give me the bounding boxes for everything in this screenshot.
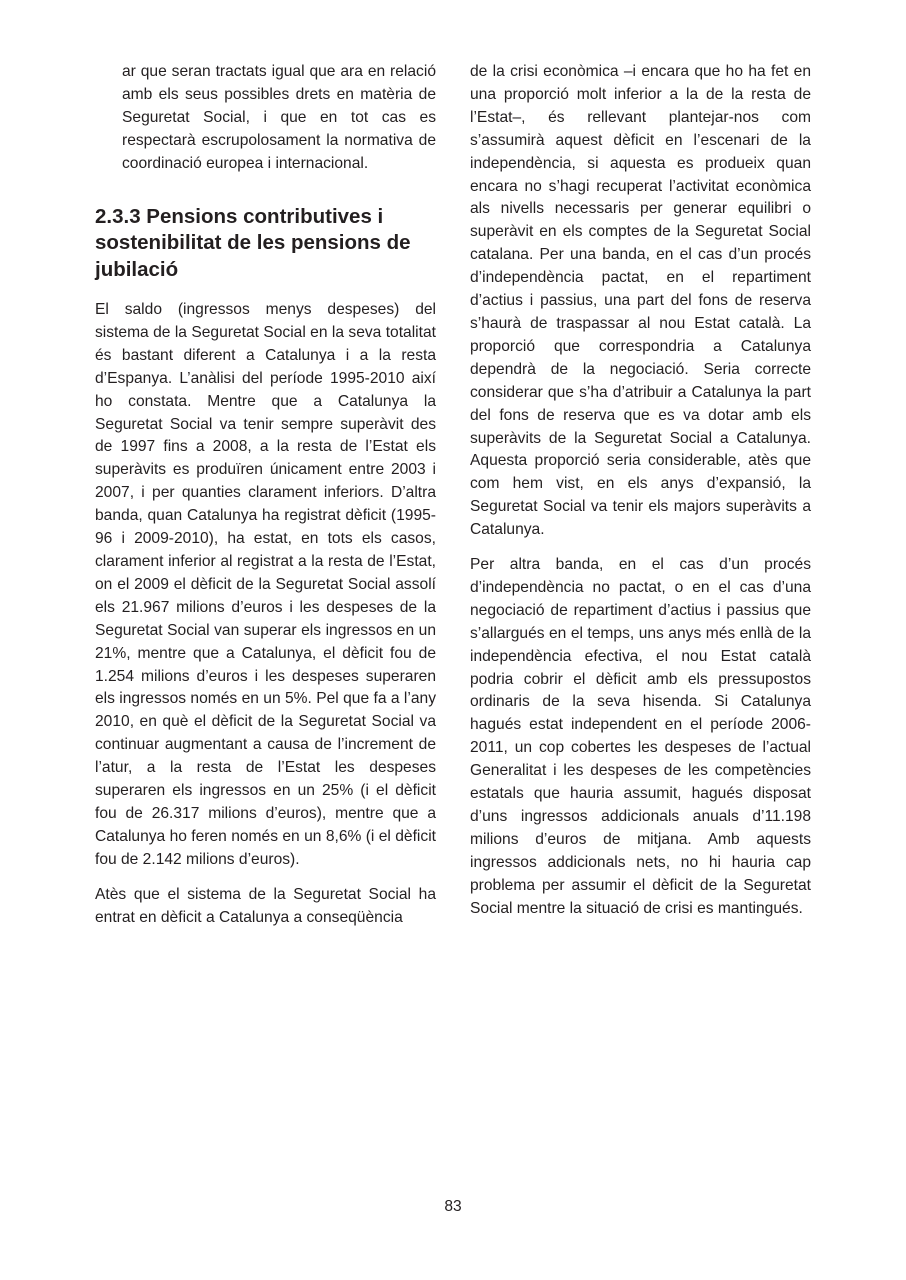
continued-list-item: ar que seran tractats igual que ara en relació amb els seus possibles drets en matèria de Seguretat Social, i que en tot cas es respectarà escrupolosament la normativa de coordinació europea i internacional.	[122, 63, 436, 172]
body-paragraph: El saldo (ingressos menys despeses) del sistema de la Seguretat Social en la seva totalitat és bastant diferent a Catalunya i a la resta d’Espanya. L’anàlisi del període 1995-2010 així ho constata. Mentre que a Catalunya la Seguretat Social va tenir sempre superàvit des de 1997 fins a 2008, a la resta de l’Estat els superàvits es produïren únicament entre 2003 i 2007, i per quanties clarament inferiors. D’altra banda, quan Catalunya ha registrat dèficit (1995-96 i 2009-2010), ha estat, en tots els casos, clarament inferior al registrat a la resta de l’Estat, on el 2009 el dèficit de la Seguretat Social assolí els 21.967 milions d’euros i les despeses de la Seguretat Social van superar els ingressos en un 21%, mentre que a Catalunya, el dèficit fou de 1.254 milions d’euros i les despeses superaren els ingressos només en un 5%. Pel que fa a l’any 2010, en què el dèficit de la Seguretat Social va continuar augmentant a causa de l’increment de l’atur, a la resta de l’Estat les despeses superaren els ingressos en un 25% (i el dèficit fou de 26.317 milions d’euros), mentre que a Catalunya ho feren només en un 8,6% (i el dèficit fou de 2.142 milions d’euros).	[95, 301, 436, 868]
section-heading: 2.3.3 Pensions contributives i sostenibilitat de les pensions de jubilació	[95, 204, 411, 281]
body-paragraph: Per altra banda, en el cas d’un procés d’independència no pactat, o en el cas d’una negociació de repartiment d’actius i passius que s’allargués en el temps, uns anys més enllà de la independència efectiva, el nou Estat català podria cobrir el dèficit amb els pressupostos ordinaris de la seva hisenda. Si Catalunya hagués estat independent en el període 2006-2011, un cop cobertes les despeses de l’actual Generalitat i les despeses de les competències estatals que hauria assumit, hagués disposat d’uns ingressos addicionals anuals d’11.198 milions d’euros de mitjana. Amb aquests ingressos addicionals nets, no hi hauria cap problema per assumir el dèficit de la Seguretat Social mentre la situació de crisi es mantingués.	[470, 556, 811, 917]
right-column	[470, 61, 811, 933]
body-paragraph: de la crisi econòmica –i encara que ho ha fet en una proporció molt inferior a la de la resta de l’Estat–, és rellevant plantejar-nos com s’assumirà aquest dèficit en l’escenari de la independència, si aquesta es produeix quan encara no s’hagi recuperat l’activitat econòmica als nivells necessaris per generar equilibri o superàvit en els comptes de la Seguretat Social catalana. Per una banda, en el cas d’un procés d’independència pactat, en el repartiment d’actius i passius, una part del fons de reserva s’haurà de traspassar al nou Estat català. La proporció que correspondria a Catalunya dependrà de la negociació. Seria correcte considerar que s’ha d’atribuir a Catalunya la part del fons de reserva que es va dotar amb els superàvits de la Seguretat Social a Catalunya. Aquesta proporció seria considerable, atès que com hem vist, en els anys d’expansió, la Seguretat Social va tenir els majors superàvits a Catalunya.	[470, 63, 811, 539]
page-number: 83	[444, 1198, 462, 1215]
left-column	[95, 61, 436, 942]
body-paragraph: Atès que el sistema de la Seguretat Social ha entrat en dèficit a Catalunya a conseqüència	[95, 885, 436, 926]
